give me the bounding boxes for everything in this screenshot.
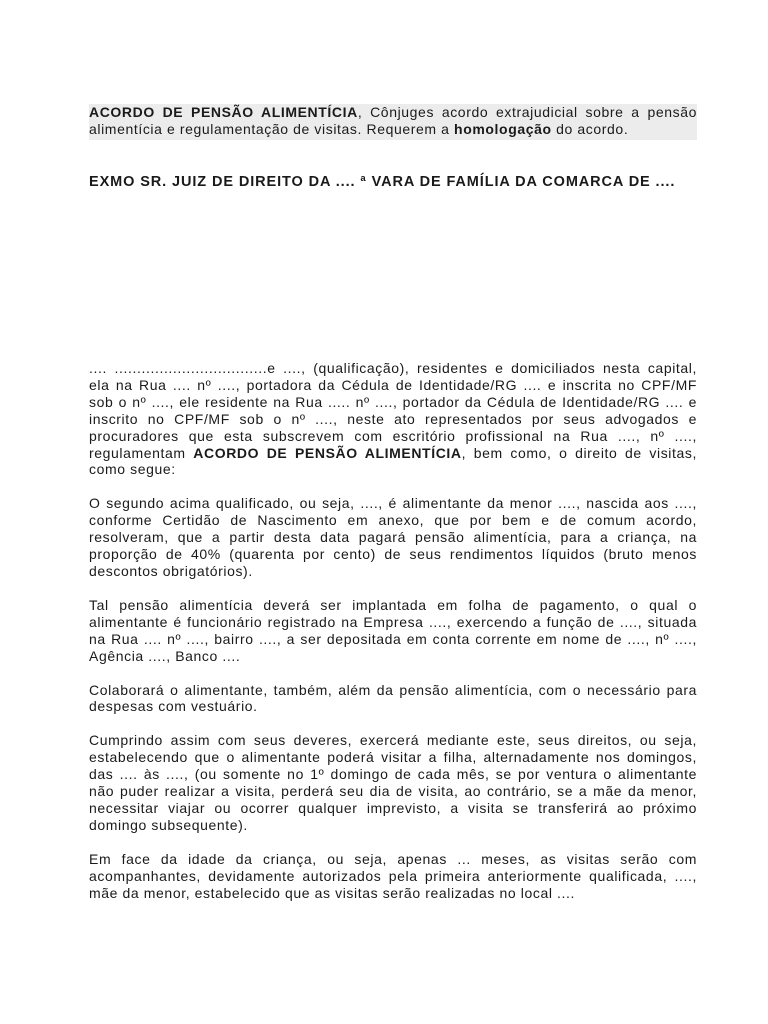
intro-text-1: , Cônjuges acordo extrajudicial sobre a pensão alimentícia e regulamentação de visitas. Requerem a: [89, 104, 697, 137]
paragraph-clothing: Colaborará o alimentante, também, além da pensão alimentícia, com o necessário para despesas com vestuário.: [89, 681, 697, 715]
paragraph-1-bold: ACORDO DE PENSÃO ALIMENTÍCIA: [193, 444, 462, 461]
intro-paragraph: [89, 104, 697, 138]
court-heading: [89, 174, 697, 191]
paragraph-companions: Em face da idade da criança, ou seja, apenas ... meses, as visitas serão com acompanhantes, devidamente autorizados pela primeira anteriormente qualificada, ...., mãe da menor, estabelecido que as visitas serão realizadas no local ....: [89, 850, 697, 901]
paragraph-qualification: [89, 360, 697, 478]
paragraph-visits: Cumprindo assim com seus deveres, exercerá mediante este, seus direitos, ou seja, estabelecendo que o alimentante poderá visitar a filha, alternadamente nos domingos, das .... às ...., (ou somente no 1º domingo de cada mês, se por ventura o alimentante não puder realizar a visita, perderá seu dia de visita, ao contrário, se a mãe da menor, necessitar viajar ou ocorrer qualquer imprevisto, a visita se transferirá ao próximo domingo subsequente).: [89, 732, 697, 833]
paragraph-pension: O segundo acima qualificado, ou seja, ...., é alimentante da menor ...., nascida aos ...., conforme Certidão de Nascimento em anexo, que por bem e de comum acordo, resolveram, que a partir desta data pagará pensão alimentícia, para a criança, na proporção de 40% (quarenta por cento) de seus rendimentos líquidos (bruto menos descontos obrigatórios).: [89, 495, 697, 579]
paragraph-1-text-b: , bem como, o direito de visitas, como segue:: [89, 444, 697, 478]
paragraph-payroll: Tal pensão alimentícia deverá ser implantada em folha de pagamento, o qual o alimentante é funcionário registrado na Empresa ...., exercendo a função de ...., situada na Rua .... nº ...., bairro ...., a ser depositada em conta corrente em nome de ...., nº ...., Agência ...., Banco ....: [89, 596, 697, 664]
paragraph-1-text-a: .... ..................................e ...., (qualificação), residentes e domiciliados nesta capital, ela na Rua .... nº ...., portadora da Cédula de Identidade/RG .... e inscrita no CPF/MF sob o nº ...., ele residente na Rua ..... nº ...., portador da Cédula de Identidade/RG .... e inscrito no CPF/MF sob o nº ...., neste ato representados por seus advogados e procuradores que esta subscrevem com escritório profissional na Rua ...., nº ...., regulamentam: [89, 360, 697, 461]
intro-text-2: do acordo.: [551, 120, 629, 137]
intro-title: ACORDO DE PENSÃO ALIMENTÍCIA: [89, 104, 358, 120]
intro-bold-homologacao: homologação: [454, 120, 552, 137]
document-body: [89, 360, 697, 918]
intro-summary: [89, 104, 697, 140]
court-heading-text: EXMO SR. JUIZ DE DIREITO DA .... ª VARA DE FAMÍLIA DA COMARCA DE ....: [89, 174, 676, 190]
